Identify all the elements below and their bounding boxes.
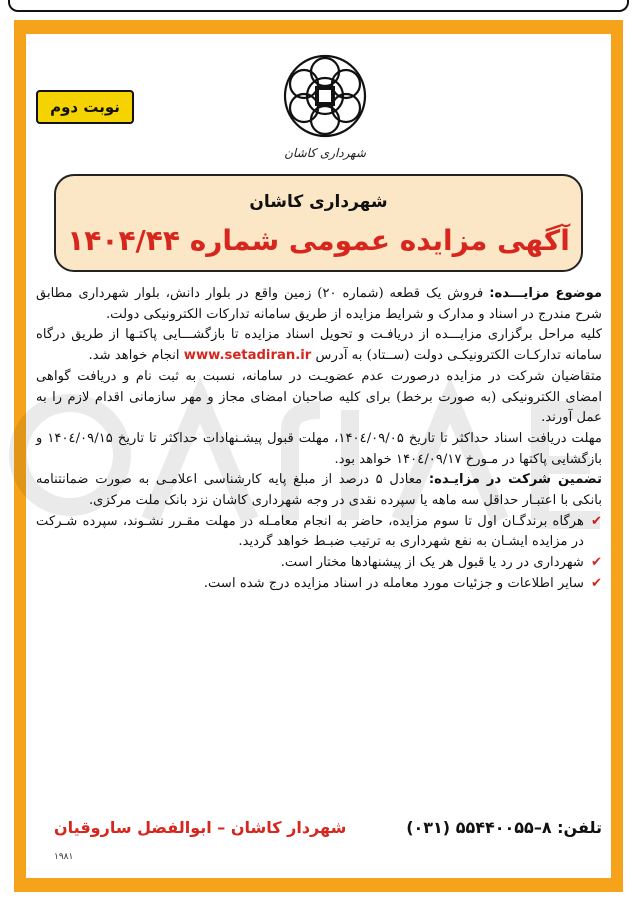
issue-badge: نوبت دوم [36,90,134,124]
subject-text: فروش یک قطعه (شماره ۲۰) زمین واقع در بلوار دانش، بلوار شهرداری مطابق شرح مندرج در اسناد و مدارک و شرایط مزایده از طریق سامانه تدارکات الکترونیکی دولت. [36,286,602,322]
municipality-logo-icon [270,46,380,146]
subject-paragraph [36,284,602,325]
ad-paper [26,34,611,878]
logo-caption: شهرداری کاشان [284,146,366,160]
stages-paragraph [36,325,602,366]
phone-number: تلفن: ۸–۵۵۴۴۰۰۵۵ (۰۳۱) [406,818,602,837]
list-item [36,553,602,574]
guarantee-label: تضمین شرکت در مزایـده: [428,472,602,488]
ad-code: ۱۹۸۱ [54,852,74,862]
applicants-paragraph: متقاضیان شرکت در مزایده درصورت عدم عضویـت در سامانه، نسبت به ثبت نام و دریافت گواهی امضای الکترونیکی (به صورت برخط) برای کلیه صاحبان امضای مجاز و مهر سازمانی اقدام لازم را به عمل آورند. [36,368,602,426]
guarantee-paragraph [36,470,602,511]
deadline-paragraph: مهلت دریافت اسناد حداکثر تا تاریخ ۱۴۰٤/۰۹/۰۵، مهلت قبول پیشـنهادات حداکثر تا تاریخ ۱۴۰٤/۰۹/۱۵ و بازگشایی پاکتها در مـورخ ۱۴۰٤/۰۹/۱۷ خواهد بود. [36,430,602,467]
bullet-text: سایر اطلاعات و جزئیات مورد معامله در اسناد مزایده درج شده است. [203,575,584,591]
list-item [36,574,602,595]
stages-text: کلیه مراحل برگزاری مزایـــده از دریافـت و تحویل اسناد مزایده تا بازگشـــایی پاکتـها از طریق درگاه سامانه تدارکـات الکترونیکـی دولت (ســتاد) به آدرس [36,327,602,364]
mayor-signature: شهردار کاشان – ابوالفضل ساروقیان [54,818,347,837]
checkmark-icon: ✔ [590,575,602,591]
previous-ad-border [8,0,629,12]
stages-suffix: انجام خواهد شد. [88,348,184,364]
guarantee-text: معادل ۵ درصد از مبلغ پایه کارشناسی اعلامـی به صورت ضمانتنامه بانکی با اعتبـار حداقل سه ماهه یا سپرده نقدی در وجه شهرداری کاشان نزد بانک ملت مرکزی. [36,472,602,509]
ad-footer [36,818,602,846]
bullet-text: شهرداری در رد یا قبول هر یک از پیشنهادها مختار است. [280,555,584,571]
bullet-text: هرگاه برندگـان اول تا سوم مزایده، حاضر به انجام معامـله در مهلت مقـرر نشـوند، سپرده شـرکت در مزایده ایشـان به نفع شهرداری به ترتیب ضبـط خواهد گردید. [36,513,584,550]
organization-name: شهرداری کاشان [249,192,388,212]
checkmark-icon: ✔ [590,513,602,529]
title-box [54,174,583,272]
ad-body [36,284,602,595]
subject-label: موضوع مزایـــده: [489,286,603,301]
top-strip [0,0,637,16]
ad-frame [14,20,623,892]
auction-title: آگهی مزایده عمومی شماره ۱۴۰۴/۴۴ [67,224,570,257]
setad-link[interactable]: www.setadiran.ir [183,348,312,364]
checkmark-icon: ✔ [590,555,602,571]
list-item [36,512,602,553]
